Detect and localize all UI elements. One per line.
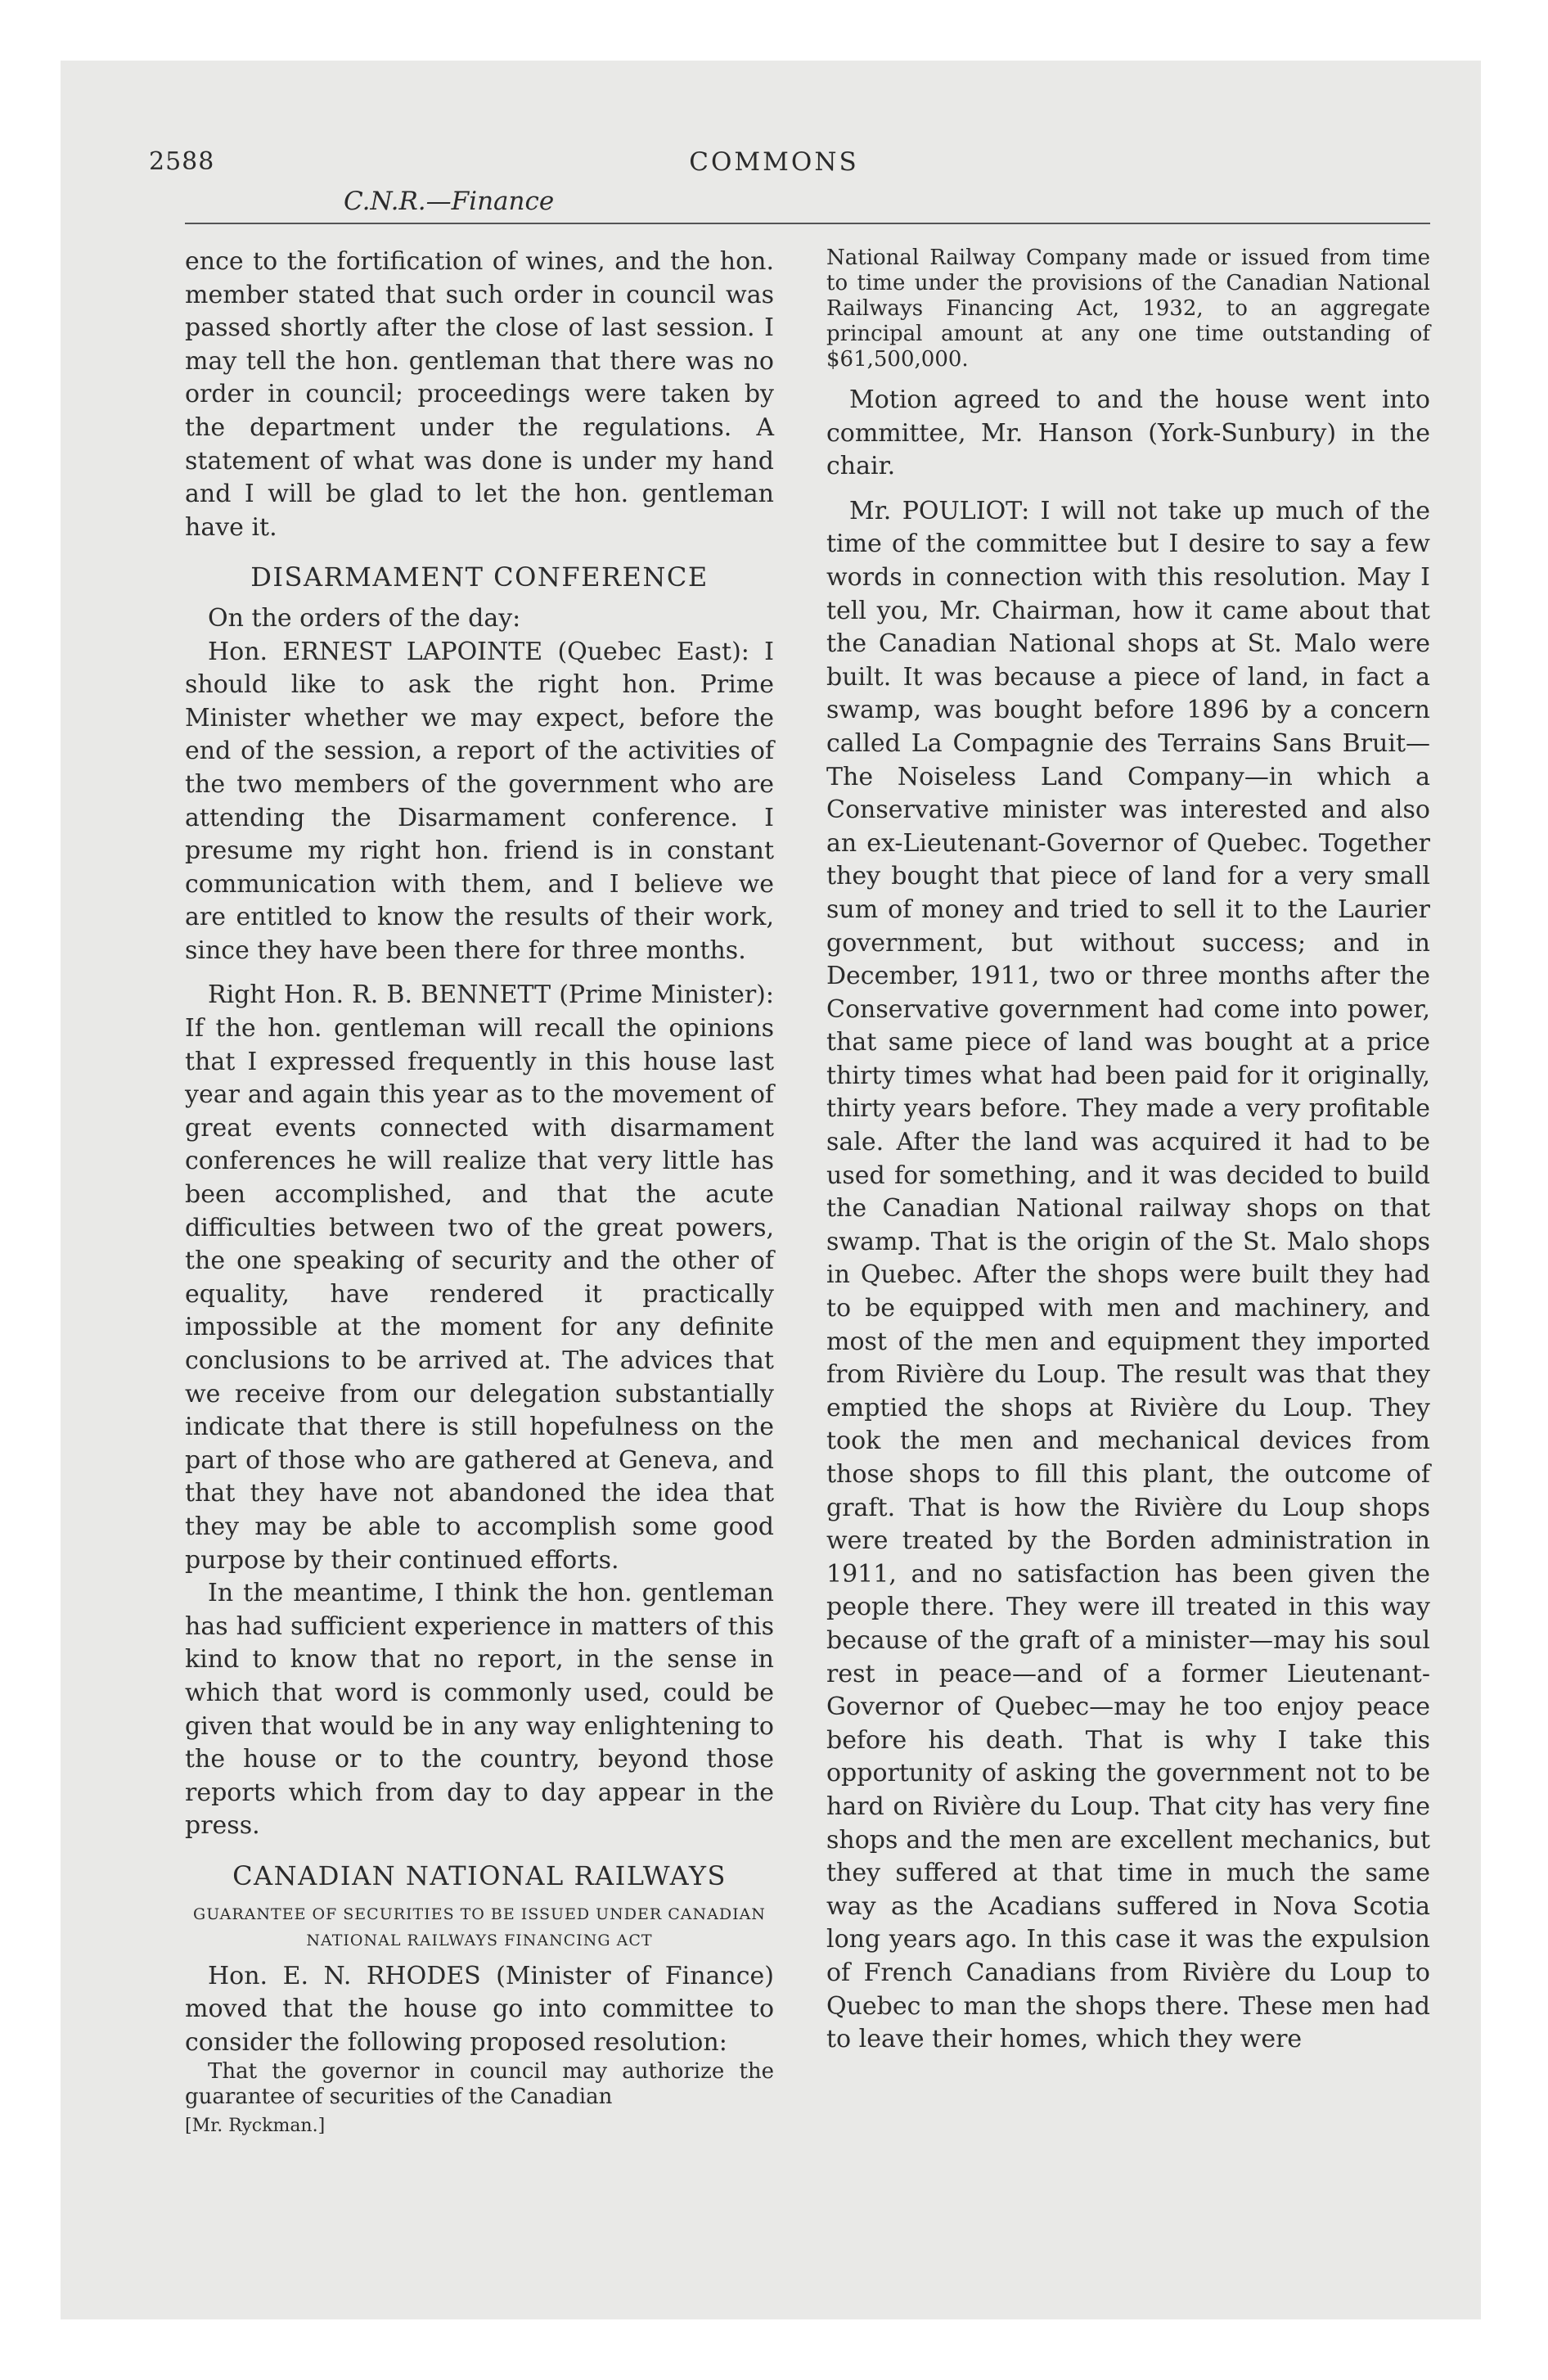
paragraph: In the meantime, I think the hon. gentleman has had sufficient experience in matters of this kind to know that no report, in the sense in which that word is commonly used, could be given that would be in any way enlightening to the house or to the country, beyond those reports which from day to day appear in the press. xyxy=(185,1579,774,1841)
section-head: C.N.R.—Finance xyxy=(344,187,555,216)
paragraph: Hon. ERNEST LAPOINTE (Quebec East): I should like to ask the right hon. Prime Minister whether we may expect, before the end of the session, a report of the activities of the two members of the government who are attending the Disarmament conference. I presume my right hon. friend is in constant communication with them, and I believe we are entitled to know the results of their work, since they have been there for three months. xyxy=(185,637,774,965)
header-rule xyxy=(185,223,1430,224)
paragraph: Hon. E. N. RHODES (Minister of Finance) moved that the house go into committee to consider the following proposed resolution: xyxy=(185,1961,774,2057)
heading-disarmament: DISARMAMENT CONFERENCE xyxy=(250,561,709,593)
resolution-text: National Railway Company made or issued from time to time under the provisions of the Canadian National Railways Financing Act, 1932, to an aggregate principal amount at any one time outstanding of $61,500,000. xyxy=(826,246,1430,372)
paragraph: On the orders of the day: xyxy=(208,603,521,633)
right-column xyxy=(826,246,1430,2057)
spacer xyxy=(826,484,1430,495)
paragraph: Right Hon. R. B. BENNETT (Prime Minister): If the hon. gentleman will recall the opinions that I expressed frequently in this house last year and again this year as to the movement of great events connected with disarmament conferences he will realize that very little has been accomplished, and that the acute difficulties between two of the great powers, the one speaking of security and the other of equality, have rendered it practically impossible at the moment for any definite conclusions to be arrived at. The advices that we receive from our delegation substantially indicate that there is still hopefulness on the part of those who are gathered at Geneva, and that they have not abandoned the idea that they may be able to accomplish some good purpose by their continued efforts. xyxy=(185,980,774,1575)
paragraph: ence to the fortification of wines, and the hon. member stated that such order in council was passed shortly after the close of last session. I may tell the hon. gentleman that there was no order in council; proceedings were taken by the department under the regulations. A statement of what was done is under my hand and I will be glad to let the hon. gentleman have it. xyxy=(185,247,774,542)
paragraph: Mr. POULIOT: I will not take up much of the time of the committee but I desire to say a few words in connection with this resolution. May I tell you, Mr. Chairman, how it came about that the Canadian National shops at St. Malo were built. It was because a piece of land, in fact a swamp, was bought before 1896 by a concern called La Compagnie des Terrains Sans Bruit—The Noiseless Land Company—in which a Conservative minister was interested and also an ex-Lieutenant-Governor of Quebec. Together they bought that piece of land for a very small sum of money and tried to sell it to the Laurier government, but without success; and in December, 1911, two or three months after the Conservative government had come into power, that same piece of land was bought at a price thirty times what had been paid for it originally, thirty years before. They made a very profitable sale. After the land was acquired it had to be used for something, and it was decided to build the Canadian National railway shops on that swamp. That is the origin of the St. Malo shops in Quebec. After the shops were built they had to be equipped with men and machinery, and most of the men and equipment they imported from Rivière du Loup. The result was that they emptied the shops at Rivière du Loup. They took the men and mechanical devices from those shops to fill this plant, the outcome of graft. That is how the Rivière du Loup shops were treated by the Borden administration in 1911, and no satisfaction has been given the people there. They were ill treated in this way because of the graft of a minister—may his soul rest in peace—and of a former Lieutenant-Governor of Quebec—may he too enjoy peace before his death. That is why I take this opportunity of asking the government not to be hard on Rivière du Loup. That city has very fine shops and the men are excellent mechanics, but they suffered at that time in much the same way as the Acadians suffered in Nova Scotia long years ago. In this case it was the expulsion of French Canadians from Rivière du Loup to Quebec to man the shops there. These men had to leave their homes, which they were xyxy=(826,496,1430,2054)
page-number: 2588 xyxy=(149,147,215,176)
speaker-footnote: [Mr. Ryckman.] xyxy=(185,2116,326,2137)
heading-cnr: CANADIAN NATIONAL RAILWAYS xyxy=(232,1859,727,1891)
left-column xyxy=(185,246,774,2143)
resolution-text: That the governor in council may authorize the guarantee of securities of the Canadian xyxy=(185,2059,774,2110)
spacer xyxy=(185,967,774,979)
running-head: COMMONS xyxy=(689,147,859,177)
paragraph: Motion agreed to and the house went into committee, Mr. Hanson (York-Sunbury) in the chair. xyxy=(826,385,1430,481)
subheading-guarantee: GUARANTEE OF SECURITIES TO BE ISSUED UNDER CANADIAN NATIONAL RAILWAYS FINANCING ACT xyxy=(193,1904,766,1950)
spacer xyxy=(826,372,1430,384)
